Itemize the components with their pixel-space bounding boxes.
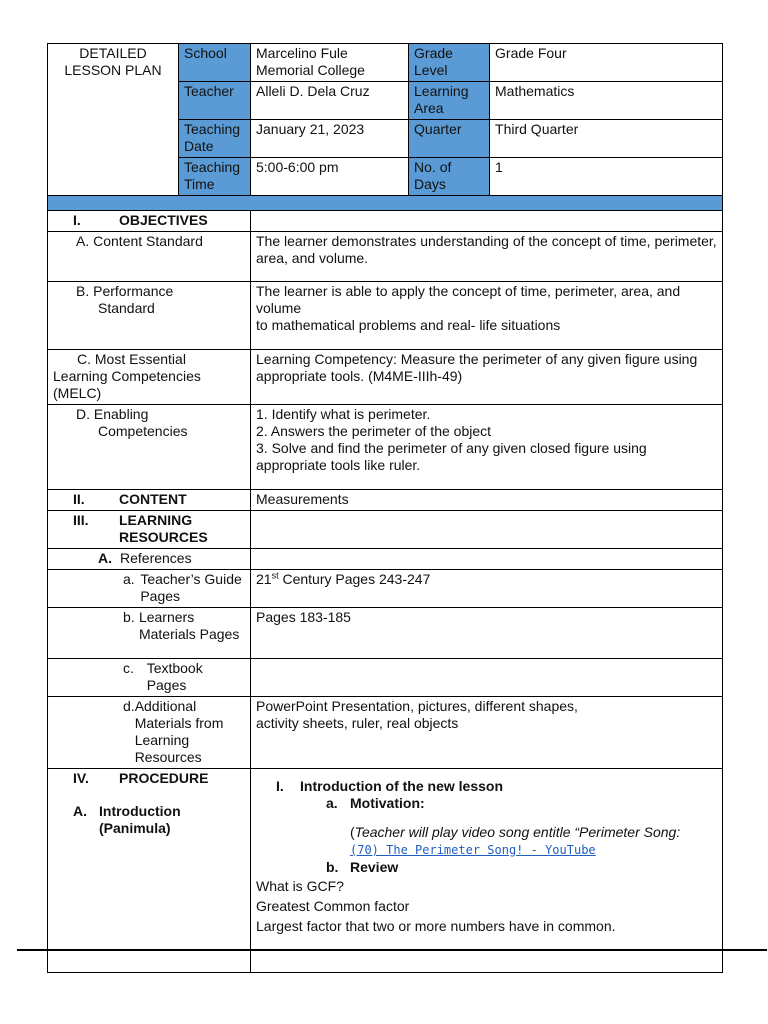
references-heading: A. References [48, 549, 251, 570]
teaching-time-value: 5:00-6:00 pm [251, 158, 409, 196]
objectives-heading: I. OBJECTIVES [48, 211, 251, 232]
performance-standard-label: B. Performance Standard [48, 282, 251, 350]
panimula-label: (Panimula) [99, 820, 171, 836]
motivation-label: Motivation: [350, 795, 425, 811]
teachers-guide-value: 21st Century Pages 243-247 [251, 570, 723, 608]
review-line: Greatest Common factor [256, 898, 410, 914]
learners-materials-label: b. Learners Materials Pages [48, 608, 251, 659]
document-title: DETAILED LESSON PLAN [48, 44, 179, 196]
review-line: What is GCF? [256, 878, 344, 894]
teaching-date-label: Teaching Date [179, 120, 251, 158]
learners-materials-value: Pages 183-185 [251, 608, 723, 659]
additional-materials-label: d. Additional Materials from Learning Resources [48, 697, 251, 769]
content-heading: II. CONTENT [48, 490, 251, 511]
school-label: School [179, 44, 251, 82]
enabling-competencies-list [251, 405, 723, 490]
content-standard-text: The learner demonstrates understanding of the concept of time, perimeter, area, and volume. [251, 232, 723, 282]
review-line: Largest factor that two or more numbers have in common. [256, 918, 616, 934]
lesson-plan-document [47, 43, 722, 973]
quarter-value: Third Quarter [490, 120, 723, 158]
lesson-plan-table [47, 43, 723, 973]
grade-level-label: Grade Level [409, 44, 490, 82]
additional-materials-value: PowerPoint Presentation, pictures, different shapes, activity sheets, ruler, real objects [251, 697, 723, 769]
melc-text: Learning Competency: Measure the perimeter of any given figure using appropriate tools. (M4ME-IIIh-49) [251, 350, 723, 405]
learning-area-value: Mathematics [490, 82, 723, 120]
teaching-date-value: January 21, 2023 [251, 120, 409, 158]
procedure-heading: IV. PROCEDURE A. Introduction (Panimula) [48, 769, 251, 973]
days-value: 1 [490, 158, 723, 196]
motivation-text: (Teacher will play video song entitle “Perimeter Song: [350, 824, 681, 840]
content-standard-label: A. Content Standard [48, 232, 251, 282]
teacher-value: Alleli D. Dela Cruz [251, 82, 409, 120]
enabling-item: 1. Identify what is perimeter. [256, 406, 431, 422]
perimeter-song-link[interactable]: (70) The Perimeter Song! - YouTube [350, 843, 596, 857]
school-value: Marcelino Fule Memorial College [251, 44, 409, 82]
section-title: Introduction of the new lesson [300, 778, 503, 794]
days-label: No. of Days [409, 158, 490, 196]
teachers-guide-label: a. Teacher’s Guide Pages [48, 570, 251, 608]
page-footer-rule [17, 949, 767, 951]
section-divider-bar [48, 196, 723, 211]
introduction-label: Introduction [99, 803, 181, 819]
learning-resources-heading: III. LEARNING RESOURCES [48, 511, 251, 549]
learning-area-label: Learning Area [409, 82, 490, 120]
teaching-time-label: Teaching Time [179, 158, 251, 196]
performance-standard-text: The learner is able to apply the concept of time, perimeter, area, and volume to mathematical problems and real- life situations [251, 282, 723, 350]
content-value: Measurements [251, 490, 723, 511]
review-label: Review [350, 859, 399, 875]
procedure-content: I. Introduction of the new lesson a. Motivation: (Teacher will play video song entitle “Perimeter Song: (70) The Perimeter Song! - YouTube b. Review What is GCF? Greatest Common factor Largest factor that two or more numbers have in common. [251, 769, 723, 973]
enabling-competencies-label: D. Enabling Competencies [48, 405, 251, 490]
melc-label: C. Most Essential Learning Competencies (MELC) [48, 350, 251, 405]
enabling-item: 3. Solve and find the perimeter of any given closed figure using appropriate tools like ruler. [256, 440, 647, 473]
quarter-label: Quarter [409, 120, 490, 158]
grade-level-value: Grade Four [490, 44, 723, 82]
enabling-item: 2. Answers the perimeter of the object [256, 423, 492, 439]
teacher-label: Teacher [179, 82, 251, 120]
textbook-label: c. Textbook Pages [48, 659, 251, 697]
textbook-value [251, 659, 723, 697]
